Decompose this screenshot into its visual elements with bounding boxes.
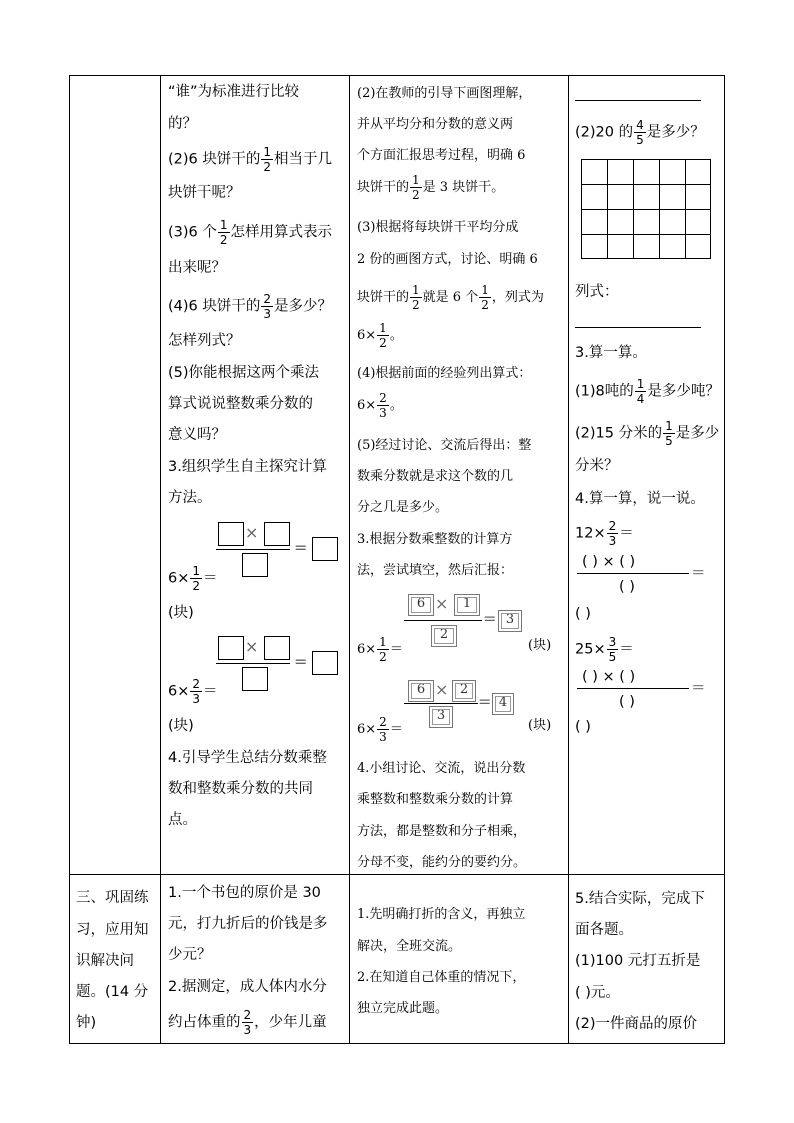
blank-box[interactable] <box>242 667 268 691</box>
fraction-two-thirds <box>377 716 389 743</box>
expression-label: 列式： <box>575 284 619 300</box>
equals-sign: = <box>294 538 308 557</box>
question-text: 怎样用算式表示 <box>230 224 333 241</box>
filled-value: 6 <box>416 596 426 611</box>
text: 约占体重的 <box>168 1014 241 1031</box>
fraction-one-half <box>410 284 422 311</box>
text-line: 分母不变，能约分的要约分。 <box>357 855 527 870</box>
filled-box <box>431 625 457 647</box>
equals-sign: = <box>478 692 492 711</box>
text: 6× <box>357 398 377 413</box>
text-line: 4.引导学生总结分数乘整 <box>168 750 327 766</box>
fraction-bar <box>577 573 689 574</box>
text-line: 2 份的画图方式，讨论、明确 6 <box>357 252 538 267</box>
stage-title: 识解决问 <box>76 953 134 969</box>
text-line: 3.组织学生自主探究计算 <box>168 459 327 475</box>
text-line: (5)你能根据这两个乘法 <box>168 365 320 381</box>
question-text: (4)6 块饼干的 <box>168 298 261 315</box>
text-line: 算式说说整数乘分数的 <box>168 396 313 412</box>
fraction-two-thirds <box>261 293 273 320</box>
blank-box[interactable] <box>312 651 338 675</box>
formula-lhs <box>357 636 403 663</box>
filled-value: 3 <box>505 612 515 627</box>
text-line: “谁”为标准进行比较 <box>168 84 300 100</box>
text-line: 1.一个书包的原价是 30 <box>168 885 321 901</box>
denominator: 3 <box>379 406 387 420</box>
fraction-one-half <box>479 284 491 311</box>
blank-box[interactable] <box>218 522 244 546</box>
text-line: (2)一件商品的原价 <box>575 1016 698 1032</box>
blank-box[interactable] <box>264 636 290 660</box>
formula-lhs <box>357 716 403 743</box>
fraction-one-half <box>218 219 230 246</box>
text-line: (4)根据前面的经验列出算式： <box>357 366 532 381</box>
formula-text: ＝ <box>389 722 403 737</box>
fraction-two-thirds <box>377 392 389 419</box>
text-line: 个方面汇报思考过程，明确 6 <box>357 148 526 163</box>
text-line: 数乘分数就是求这个数的几 <box>357 469 514 484</box>
denominator: 3 <box>192 692 201 706</box>
text: ，少年儿童 <box>254 1014 327 1031</box>
text-line: (1)100 元打五折是 <box>575 953 701 969</box>
filled-box <box>408 680 434 702</box>
numerator: 1 <box>219 218 228 232</box>
grid-5x4[interactable] <box>581 159 711 259</box>
formula-text: ＝ <box>203 683 218 700</box>
fraction-bar <box>577 688 689 689</box>
text-line: 块饼干呢？ <box>168 185 241 201</box>
text-line: 数和整数乘分数的共同 <box>168 781 313 797</box>
denominator: 2 <box>219 233 228 247</box>
text: 就是 6 个 <box>422 290 479 305</box>
answer-line[interactable] <box>575 327 701 328</box>
blank-box[interactable] <box>264 522 290 546</box>
text-line: 4.算一算，说一说。 <box>575 491 705 507</box>
text-line: 2.据测定，成人体内水分 <box>168 979 327 995</box>
denominator: 2 <box>263 160 272 174</box>
denominator: 5 <box>608 650 617 664</box>
text-line: 方法，都是整数和分子相乘， <box>357 824 527 839</box>
column-divider-2 <box>349 75 350 1044</box>
text-line: (2)在教师的引导下画图理解， <box>357 86 532 101</box>
text-line: 1.先明确打折的含义，再独立 <box>357 907 526 922</box>
text-line: 面各题。 <box>575 922 633 938</box>
denominator: 5 <box>636 133 644 147</box>
stage-title: 钟) <box>76 1015 97 1031</box>
question-text: 是多少吨？ <box>647 383 720 400</box>
text-line: 5.结合实际，完成下 <box>575 891 705 907</box>
question-line <box>575 119 705 146</box>
text-line: 3.根据分数乘整数的计算方 <box>357 532 513 547</box>
denominator-blank[interactable]: ( ) <box>619 579 635 595</box>
formula-text: ＝ <box>389 642 403 657</box>
row-divider <box>69 874 725 875</box>
question-text: (2)20 的 <box>575 124 634 141</box>
text-line: 法，尝试填空，然后汇报： <box>357 563 514 578</box>
text-line: (5)经过讨论、交流后得出：整 <box>357 438 532 453</box>
numerator: 1 <box>263 145 272 159</box>
filled-value: 6 <box>416 682 426 697</box>
fraction-one-half <box>377 636 389 663</box>
text: 块饼干的 <box>357 290 410 305</box>
denominator: 2 <box>379 650 387 664</box>
formula-text: ＝ <box>203 570 218 587</box>
question-text: (3)6 个 <box>168 224 217 241</box>
numerator: 1 <box>412 283 420 297</box>
numerator: 1 <box>665 419 673 433</box>
text: 块饼干的 <box>357 180 410 195</box>
text-line: 乘整数和整数乘分数的计算 <box>357 792 514 807</box>
text: 6× <box>357 328 377 343</box>
equals-sign: = <box>483 609 497 628</box>
numerator: 2 <box>379 391 387 405</box>
text-line: 方法。 <box>168 490 212 506</box>
text-line <box>357 392 403 419</box>
numerator: 4 <box>636 118 644 132</box>
text-line: 元，打九折后的价钱是多 <box>168 916 328 932</box>
filled-box <box>429 706 453 728</box>
stage-title: 三、巩固练 <box>76 890 149 906</box>
text: 。 <box>389 398 403 413</box>
fraction-two-thirds <box>607 520 619 547</box>
numerator-blanks[interactable]: ( ) × ( ) <box>582 669 636 685</box>
text-line: 的？ <box>168 116 197 132</box>
formula-text: 12× <box>575 525 606 542</box>
text-line <box>357 174 504 201</box>
numerator: 1 <box>636 377 645 391</box>
text-line <box>168 1009 327 1036</box>
filled-value: 4 <box>498 695 508 710</box>
denominator: 3 <box>379 730 387 744</box>
denominator: 2 <box>412 188 420 202</box>
table-border-bottom <box>69 1043 725 1044</box>
question-text: 是多少？ <box>274 298 333 315</box>
text-line: 意义吗？ <box>168 427 226 443</box>
denominator: 2 <box>481 298 489 312</box>
fraction-bar <box>404 703 478 704</box>
table-border-right <box>724 75 725 1044</box>
text-line <box>357 284 544 311</box>
formula-lhs <box>168 565 218 592</box>
numerator: 2 <box>379 715 387 729</box>
unit-label: (块) <box>528 638 552 653</box>
question-text: (1)8吨的 <box>575 383 634 400</box>
text-line: 出来呢？ <box>168 260 226 276</box>
answer-line[interactable] <box>575 100 701 101</box>
equals-sign: ＝ <box>691 566 706 582</box>
equals-sign: = <box>294 652 308 671</box>
formula-text: ＝ <box>619 641 634 658</box>
denominator: 2 <box>412 298 420 312</box>
numerator: 3 <box>608 635 617 649</box>
text-line: 2.在知道自己体重的情况下， <box>357 970 526 985</box>
question-line <box>575 378 720 405</box>
fraction-one-fifth <box>663 420 675 447</box>
fraction-one-quarter <box>635 378 647 405</box>
text-line: 分米？ <box>575 458 619 474</box>
text-line: (3)根据将每块饼干平均分成 <box>357 220 519 235</box>
times-sign: × <box>435 680 449 699</box>
question-text: 是多少 <box>675 425 720 442</box>
stage-title: 习，应用知 <box>76 922 149 938</box>
question-2 <box>168 146 332 173</box>
formula-text: 6× <box>168 570 190 587</box>
question-3 <box>168 219 332 246</box>
formula-text: ＝ <box>619 525 634 542</box>
question-text: 是多少？ <box>646 124 705 141</box>
filled-value: 3 <box>436 708 446 723</box>
numerator: 2 <box>263 292 272 306</box>
denominator: 2 <box>379 336 387 350</box>
text-line: 少元？ <box>168 947 212 963</box>
fraction-bar <box>216 663 290 664</box>
numerator: 2 <box>192 677 201 691</box>
text-line: 独立完成此题。 <box>357 1001 449 1016</box>
question-text: (2)6 块饼干的 <box>168 151 261 168</box>
formula-lhs <box>575 636 634 663</box>
numerator: 1 <box>192 564 201 578</box>
times-sign: × <box>245 523 259 542</box>
text: 。 <box>389 328 403 343</box>
blank-box[interactable] <box>242 553 268 577</box>
numerator-blanks[interactable]: ( ) × ( ) <box>582 554 636 570</box>
fraction-four-fifths <box>634 119 646 146</box>
denominator: 3 <box>243 1023 252 1037</box>
filled-value: 2 <box>439 627 449 642</box>
formula-text: 6× <box>357 722 377 737</box>
denominator: 3 <box>263 307 272 321</box>
stage-title: 题。(14 分 <box>76 984 149 1000</box>
text-line: ( )元。 <box>575 985 620 1001</box>
text-line: 分之几是多少。 <box>357 500 449 515</box>
times-sign: × <box>245 637 259 656</box>
unit-label: (块) <box>168 605 194 621</box>
text: ，列式为 <box>491 290 544 305</box>
result-blank[interactable]: ( ) <box>575 606 591 622</box>
text-line: 点。 <box>168 812 197 828</box>
table-border-top <box>69 75 725 76</box>
text: 是 3 块饼干。 <box>422 180 505 195</box>
numerator: 1 <box>412 173 420 187</box>
fraction-two-thirds <box>242 1009 254 1036</box>
times-sign: × <box>435 594 449 613</box>
text-line: 3.算一算。 <box>575 345 647 361</box>
denominator-blank[interactable]: ( ) <box>619 694 635 710</box>
filled-box <box>408 594 434 616</box>
question-text: 相当于几 <box>274 151 333 168</box>
denominator: 3 <box>608 534 617 548</box>
question-4 <box>168 293 332 320</box>
blank-box[interactable] <box>312 537 338 561</box>
text-line: 怎样列式？ <box>168 333 241 349</box>
fraction-two-thirds <box>190 678 202 705</box>
unit-label: (块) <box>528 718 552 733</box>
result-blank[interactable]: ( ) <box>575 719 591 735</box>
column-divider-3 <box>568 75 569 1044</box>
text-line: 并从平均分和分数的意义两 <box>357 117 514 132</box>
formula-text: 6× <box>357 642 377 657</box>
question-text: (2)15 分米的 <box>575 425 663 442</box>
filled-box <box>452 680 476 702</box>
unit-label: (块) <box>168 718 194 734</box>
question-line <box>575 420 719 447</box>
denominator: 4 <box>636 392 645 406</box>
numerator: 2 <box>608 519 617 533</box>
fraction-one-half <box>261 146 273 173</box>
denominator: 2 <box>192 579 201 593</box>
blank-box[interactable] <box>218 636 244 660</box>
text-line: 4.小组讨论、交流，说出分数 <box>357 761 526 776</box>
fraction-one-half <box>410 174 422 201</box>
filled-box <box>492 693 514 715</box>
filled-box <box>498 610 522 632</box>
table-border-left <box>69 75 70 1044</box>
fraction-one-half <box>377 322 389 349</box>
filled-value: 2 <box>459 682 469 697</box>
fraction-three-fifths <box>607 636 619 663</box>
formula-lhs <box>168 678 218 705</box>
text-line <box>357 322 403 349</box>
filled-value: 1 <box>462 596 472 611</box>
equals-sign: ＝ <box>691 681 706 697</box>
fraction-bar <box>404 620 482 621</box>
formula-lhs <box>575 520 634 547</box>
column-divider-1 <box>160 75 161 1044</box>
formula-text: 6× <box>168 683 190 700</box>
fraction-one-half <box>190 565 202 592</box>
filled-box <box>454 594 480 616</box>
text-line: 解决，全班交流。 <box>357 939 462 954</box>
numerator: 2 <box>243 1008 252 1022</box>
formula-text: 25× <box>575 641 606 658</box>
numerator: 1 <box>379 635 387 649</box>
numerator: 1 <box>379 321 387 335</box>
numerator: 1 <box>481 283 489 297</box>
fraction-bar <box>216 549 290 550</box>
denominator: 5 <box>665 434 673 448</box>
